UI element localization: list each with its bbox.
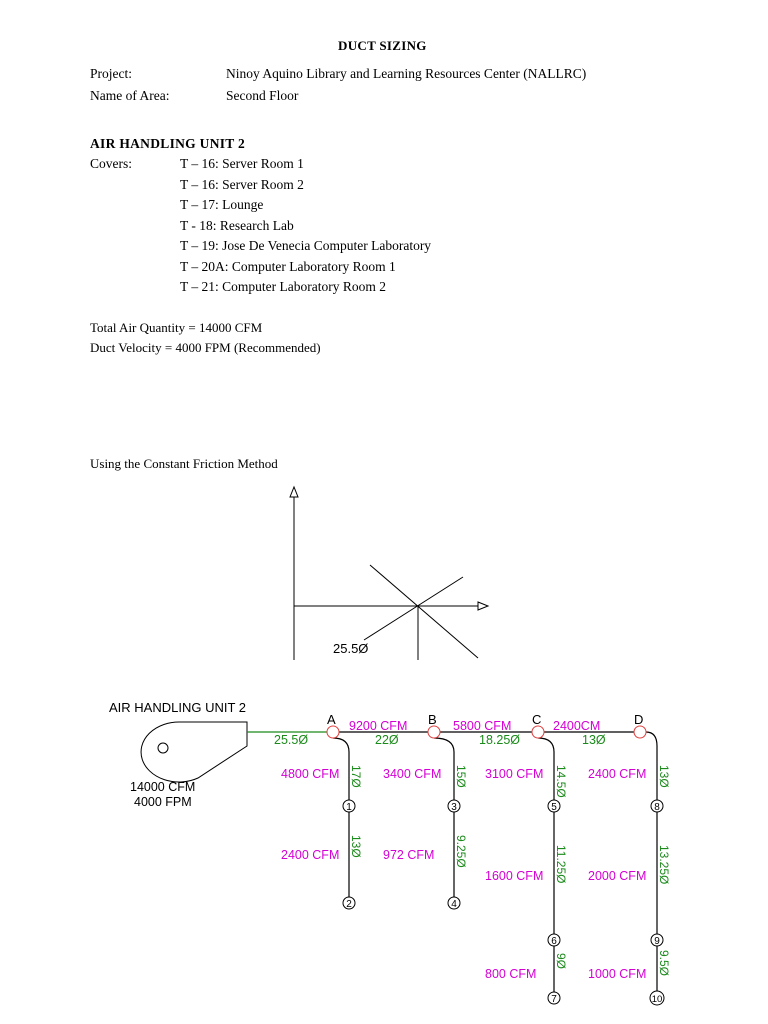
branch-size-label: 17Ø bbox=[349, 765, 363, 788]
node-label: 3 bbox=[451, 802, 457, 813]
branch-flow-label: 2000 CFM bbox=[588, 869, 647, 883]
covers-item: T – 17: Lounge bbox=[180, 197, 264, 212]
node-label: 1 bbox=[346, 802, 352, 813]
branch-flow-label: 800 CFM bbox=[485, 967, 537, 981]
branch-size-label: 9Ø bbox=[554, 953, 568, 970]
area-value: Second Floor bbox=[226, 88, 299, 103]
branch-flow-label: 972 CFM bbox=[383, 848, 435, 862]
branch-flow-label: 4800 CFM bbox=[281, 767, 340, 781]
branch-flow-label: 2400 CFM bbox=[281, 848, 340, 862]
covers-item: T – 21: Computer Laboratory Room 2 bbox=[180, 279, 386, 294]
covers-label: Covers: bbox=[90, 156, 132, 171]
project-value: Ninoy Aquino Library and Learning Resources Center (NALLRC) bbox=[226, 66, 587, 81]
page-title: DUCT SIZING bbox=[338, 38, 427, 53]
node-label: 8 bbox=[654, 802, 660, 813]
ahu-title: AIR HANDLING UNIT 2 bbox=[109, 700, 247, 715]
node-label: 2 bbox=[346, 899, 352, 910]
node-label: 9 bbox=[654, 936, 660, 947]
junction-node bbox=[428, 726, 440, 738]
covers-item: T – 20A: Computer Laboratory Room 1 bbox=[180, 259, 396, 274]
branch-flow-label: 2400 CFM bbox=[588, 767, 647, 781]
node-label: 10 bbox=[651, 994, 663, 1005]
main-size-label: 13Ø bbox=[582, 733, 606, 747]
branch-size-label: 14.5Ø bbox=[554, 765, 568, 798]
ahu-cfm: 14000 CFM bbox=[130, 780, 196, 794]
branch-size-label: 9.5Ø bbox=[657, 950, 671, 977]
chart-size-label: 25.5Ø bbox=[333, 641, 369, 656]
branch-flow-label: 3400 CFM bbox=[383, 767, 442, 781]
total-air-quantity: Total Air Quantity = 14000 CFM bbox=[90, 320, 263, 335]
node-label: 6 bbox=[551, 936, 557, 947]
junction-node bbox=[532, 726, 544, 738]
branch-flow-label: 3100 CFM bbox=[485, 767, 544, 781]
ahu-icon bbox=[141, 722, 247, 782]
node-label: 7 bbox=[551, 994, 557, 1005]
main-flow-label: 2400CM bbox=[553, 719, 601, 733]
branch-size-label: 15Ø bbox=[454, 765, 468, 788]
junction-label: D bbox=[634, 712, 644, 727]
main-flow-label: 9200 CFM bbox=[349, 719, 408, 733]
covers-item: T – 16: Server Room 2 bbox=[180, 177, 304, 192]
covers-item: T - 18: Research Lab bbox=[180, 218, 294, 233]
junction-node bbox=[327, 726, 339, 738]
branch-flow-label: 1000 CFM bbox=[588, 967, 647, 981]
covers-item: T – 19: Jose De Venecia Computer Laboratory bbox=[180, 238, 432, 253]
branch-size-label: 13Ø bbox=[349, 835, 363, 858]
covers-item: T – 16: Server Room 1 bbox=[180, 156, 304, 171]
main-size-label: 25.5Ø bbox=[274, 733, 309, 747]
ahu-fpm: 4000 FPM bbox=[134, 795, 192, 809]
project-label: Project: bbox=[90, 66, 132, 81]
branch-size-label: 11.25Ø bbox=[554, 845, 568, 884]
junction-label: A bbox=[327, 712, 336, 727]
branch-size-label: 9.25Ø bbox=[454, 835, 468, 868]
ahu-heading: AIR HANDLING UNIT 2 bbox=[90, 136, 246, 151]
main-size-label: 18.25Ø bbox=[479, 733, 521, 747]
node-label: 4 bbox=[451, 899, 457, 910]
junction-node bbox=[634, 726, 646, 738]
node-label: 5 bbox=[551, 802, 557, 813]
main-size-label: 22Ø bbox=[375, 733, 399, 747]
junction-label: C bbox=[532, 712, 542, 727]
main-flow-label: 5800 CFM bbox=[453, 719, 512, 733]
branch-flow-label: 1600 CFM bbox=[485, 869, 544, 883]
duct-velocity: Duct Velocity = 4000 FPM (Recommended) bbox=[90, 340, 321, 355]
junction-label: B bbox=[428, 712, 437, 727]
method-text: Using the Constant Friction Method bbox=[90, 456, 278, 471]
area-label: Name of Area: bbox=[90, 88, 170, 103]
branch-size-label: 13Ø bbox=[657, 765, 671, 788]
branch-size-label: 13.25Ø bbox=[657, 845, 671, 885]
